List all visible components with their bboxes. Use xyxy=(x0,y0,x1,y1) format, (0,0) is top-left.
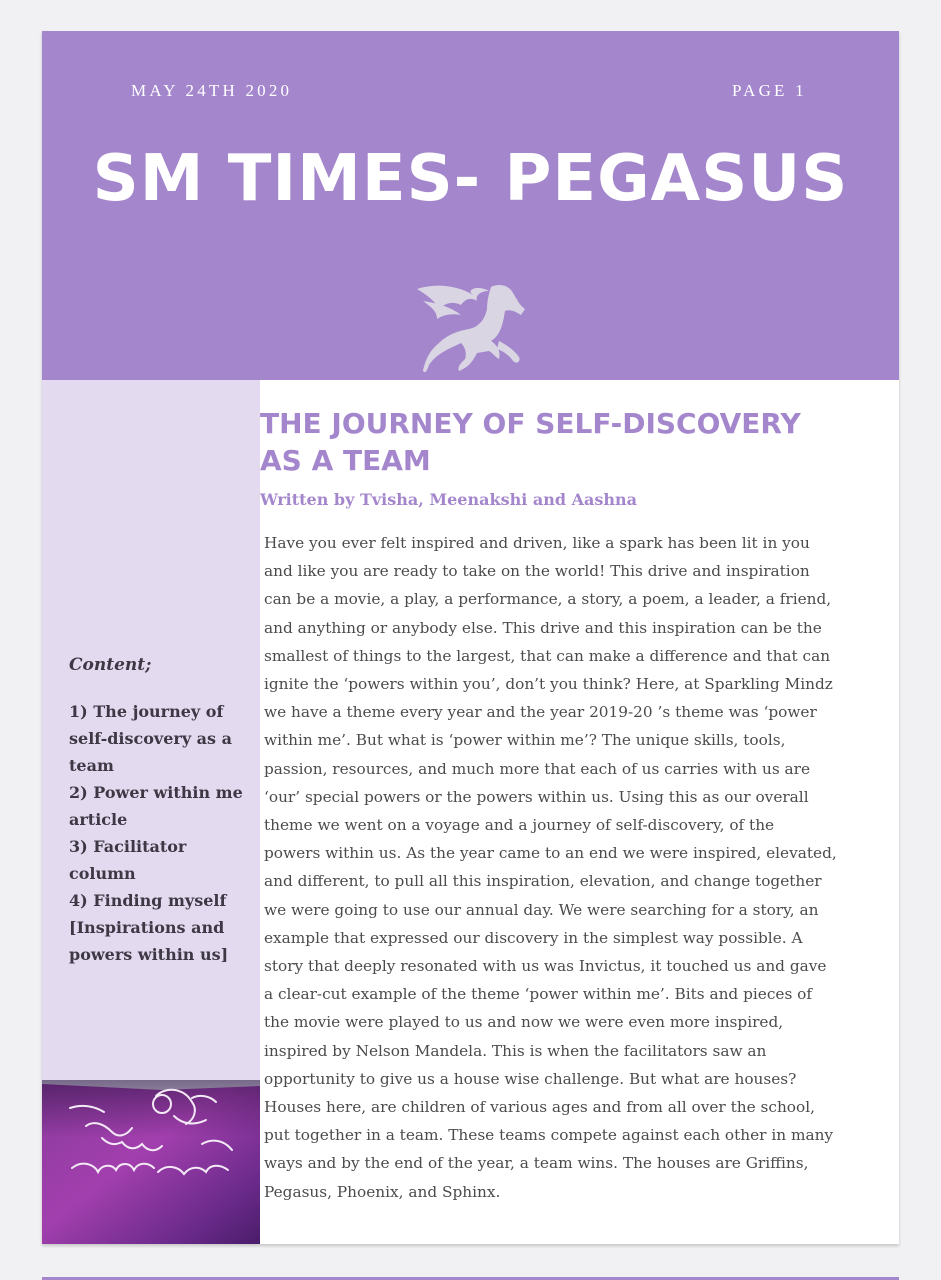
table-of-contents xyxy=(69,653,257,968)
article-line: passion, resources, and much more that each of us carries with us are xyxy=(264,759,811,778)
article-line: we were going to use our annual day. We were searching for a story, an xyxy=(264,900,819,919)
toc-line: 1) The journey of xyxy=(69,702,224,721)
article-line: the movie were played to us and now we were even more inspired, xyxy=(264,1013,784,1032)
article-line: and different, to pull all this inspiration, elevation, and change together xyxy=(264,872,822,891)
article-line: inspired by Nelson Mandela. This is when the facilitators saw an xyxy=(264,1041,767,1060)
article-line: Pegasus, Phoenix, and Sphinx. xyxy=(264,1182,501,1201)
article-line: opportunity to give us a house wise challenge. But what are houses? xyxy=(264,1069,797,1088)
article-line: and like you are ready to take on the world! This drive and inspiration xyxy=(264,562,810,581)
toc-line: 4) Finding myself xyxy=(69,891,227,910)
article-line: can be a movie, a play, a performance, a story, a poem, a leader, a friend, xyxy=(264,590,832,609)
article-line: within me’. But what is ‘power within me’? The unique skills, tools, xyxy=(264,731,786,750)
article-line: story that deeply resonated with us was Invictus, it touched us and gave xyxy=(264,957,827,976)
contents-sidebar xyxy=(42,380,260,1244)
toc-line: [Inspirations and xyxy=(69,918,225,937)
masthead xyxy=(42,31,899,380)
article-line: powers within us. As the year came to an end we were inspired, elevated, xyxy=(264,844,837,863)
toc-line: article xyxy=(69,810,128,829)
headline-line: THE JOURNEY OF SELF-DISCOVERY xyxy=(260,407,801,440)
article-line: Have you ever felt inspired and driven, like a spark has been lit in you xyxy=(264,534,810,552)
toc-line: powers within us] xyxy=(69,945,229,964)
article-line: Houses here, are children of various ages and from all over the school, xyxy=(264,1098,815,1117)
article-byline: Written by Tvisha, Meenakshi and Aashna xyxy=(260,490,638,509)
article-line: put together in a team. These teams compete against each other in many xyxy=(264,1126,834,1145)
toc-line: 2) Power within me xyxy=(69,783,243,802)
toc-line: 3) Facilitator xyxy=(69,837,187,856)
contents-heading: Content; xyxy=(69,655,152,675)
article-headline xyxy=(260,405,880,479)
article-line: ‘our’ special powers or the powers within us. Using this as our overall xyxy=(264,787,809,806)
newsletter-title: SM TIMES- PEGASUS xyxy=(92,142,849,216)
article-line: theme we went on a voyage and a journey of self-discovery, of the xyxy=(264,816,775,835)
toc-line: column xyxy=(69,864,136,883)
article-line: smallest of things to the largest, that can make a difference and that can xyxy=(264,646,831,665)
article-line: a clear-cut example of the theme ‘power within me’. Bits and pieces of xyxy=(264,985,813,1004)
article-body xyxy=(264,529,884,1206)
article-line: ways and by the end of the year, a team wins. The houses are Griffins, xyxy=(264,1154,809,1173)
headline-line: AS A TEAM xyxy=(260,444,431,477)
toc-line: self-discovery as a xyxy=(69,729,232,748)
article-line: example that expressed our discovery in the simplest way possible. A xyxy=(264,928,803,947)
issue-date: MAY 24TH 2020 xyxy=(131,81,293,100)
page-number: PAGE 1 xyxy=(732,81,807,100)
purple-fabric-photo xyxy=(42,1080,260,1244)
toc-line: team xyxy=(69,756,114,775)
newsletter-page xyxy=(42,31,899,1244)
article-line: ignite the ‘powers within you’, don’t you think? Here, at Sparkling Mindz xyxy=(264,675,833,694)
article-line: and anything or anybody else. This drive and this inspiration can be the xyxy=(264,618,822,637)
pegasus-icon xyxy=(415,281,527,374)
article-line: we have a theme every year and the year 2019-20 ’s theme was ‘power xyxy=(264,703,817,722)
